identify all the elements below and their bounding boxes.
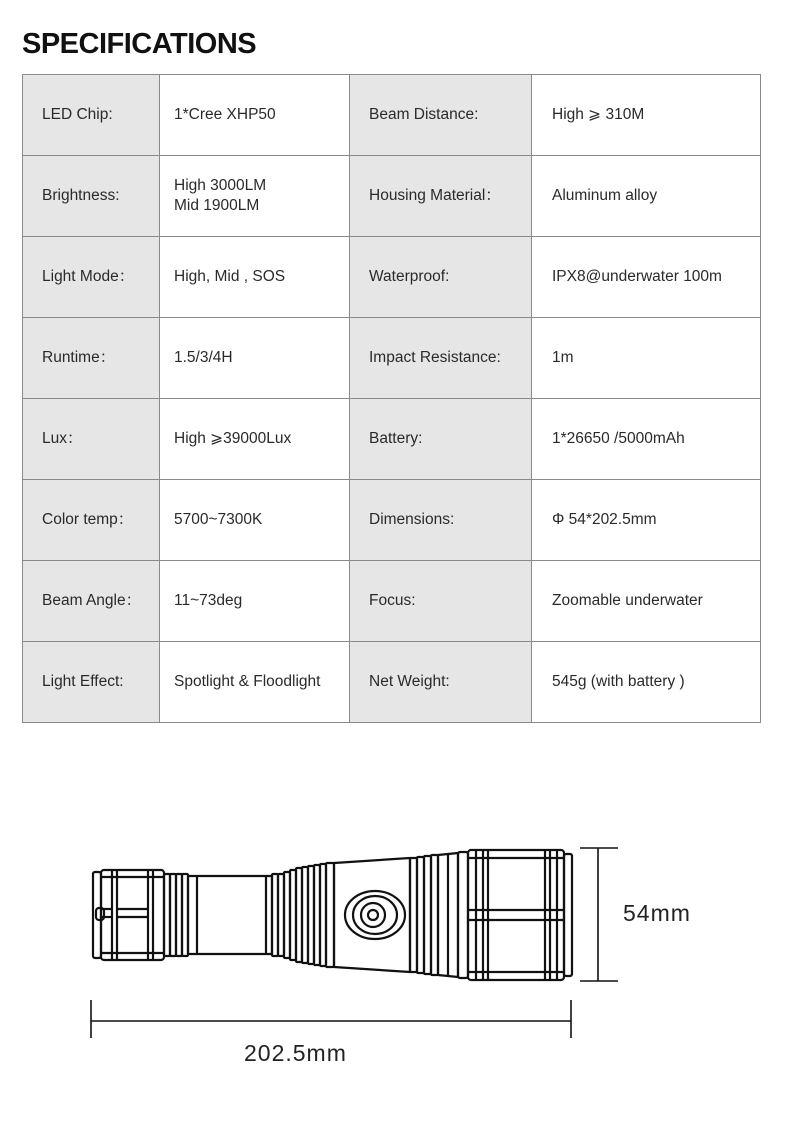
spec-label: Light Effect: — [23, 642, 160, 723]
flashlight-body-icon — [188, 853, 458, 977]
spec-value: Spotlight & Floodlight — [160, 642, 350, 723]
spec-label: Light Mode： — [23, 237, 160, 318]
spec-label: Lux： — [23, 399, 160, 480]
spec-label: Battery: — [350, 399, 532, 480]
spec-label: Impact Resistance: — [350, 318, 532, 399]
spec-value: 1*Cree XHP50 — [160, 75, 350, 156]
spec-value: 1*26650 /5000mAh — [532, 399, 761, 480]
spec-value: High ⩾39000Lux — [160, 399, 350, 480]
spec-label: Color temp： — [23, 480, 160, 561]
spec-value: 1.5/3/4H — [160, 318, 350, 399]
spec-label: Beam Distance: — [350, 75, 532, 156]
spec-value: IPX8@underwater 100m — [532, 237, 761, 318]
table-row — [23, 237, 761, 318]
spec-label: Focus: — [350, 561, 532, 642]
spec-label: Housing Material： — [350, 156, 532, 237]
flashlight-tail-icon — [93, 870, 188, 960]
spec-label: Net Weight: — [350, 642, 532, 723]
table-row — [23, 642, 761, 723]
table-row — [23, 561, 761, 642]
spec-label: Dimensions: — [350, 480, 532, 561]
spec-value: Aluminum alloy — [532, 156, 761, 237]
spec-value: 1m — [532, 318, 761, 399]
spec-value: High ⩾ 310M — [532, 75, 761, 156]
spec-value: 545g (with battery ) — [532, 642, 761, 723]
table-row — [23, 399, 761, 480]
table-row — [23, 75, 761, 156]
spec-value: 11~73deg — [160, 561, 350, 642]
length-dimension-line — [91, 1000, 571, 1038]
spec-label: Beam Angle： — [23, 561, 160, 642]
spec-label: LED Chip: — [23, 75, 160, 156]
spec-value: Φ 54*202.5mm — [532, 480, 761, 561]
table-row — [23, 480, 761, 561]
spec-label: Runtime： — [23, 318, 160, 399]
diameter-label: 54mm — [623, 900, 691, 926]
flashlight-bezel-icon — [458, 850, 572, 980]
page-title: SPECIFICATIONS — [22, 28, 257, 60]
table-row — [23, 156, 761, 237]
table-row — [23, 318, 761, 399]
spec-value: High, Mid , SOS — [160, 237, 350, 318]
spec-value: High 3000LM Mid 1900LM — [160, 156, 350, 237]
specifications-table — [22, 74, 761, 723]
flashlight-drawing — [0, 760, 790, 1100]
spec-label: Waterproof: — [350, 237, 532, 318]
length-label: 202.5mm — [244, 1040, 347, 1066]
spec-label: Brightness: — [23, 156, 160, 237]
spec-value: 5700~7300K — [160, 480, 350, 561]
diameter-dimension-line — [580, 848, 618, 981]
spec-value: Zoomable underwater — [532, 561, 761, 642]
